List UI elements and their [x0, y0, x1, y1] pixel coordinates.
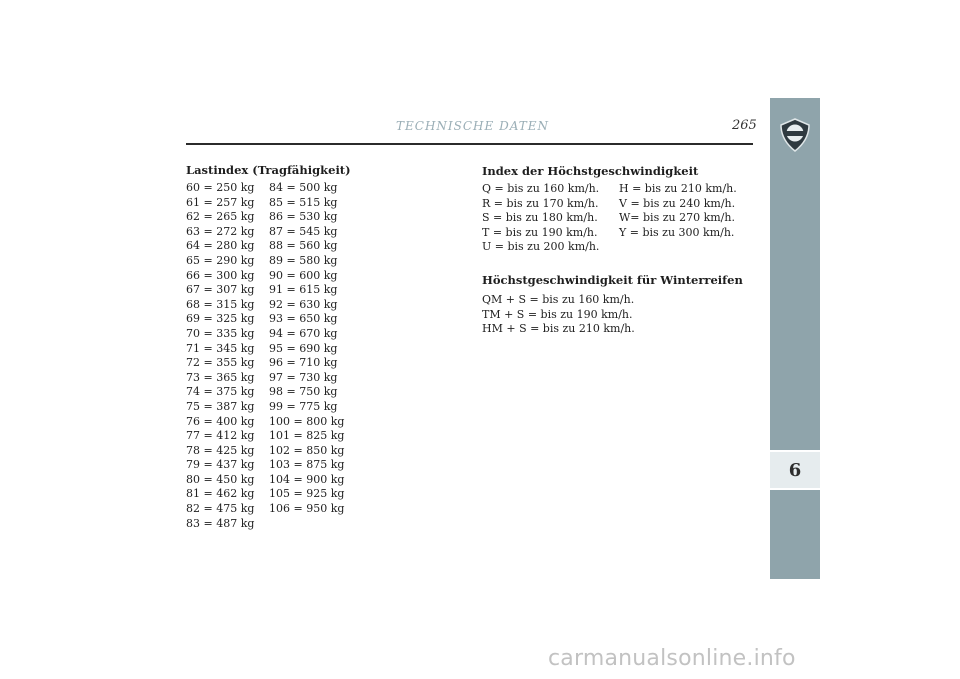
- load-index-entry: 75 = 387 kg: [186, 399, 255, 413]
- load-index-entry: 66 = 300 kg: [186, 268, 255, 282]
- winter-tyre-entry: QM + S = bis zu 160 km/h.: [482, 293, 635, 306]
- load-index-entry: 97 = 730 kg: [269, 370, 338, 384]
- load-index-entry: 96 = 710 kg: [269, 356, 338, 370]
- speed-index-entry: S = bis zu 180 km/h.: [482, 211, 598, 225]
- load-index-entry: 81 = 462 kg: [186, 487, 255, 501]
- speed-index-entry: T = bis zu 190 km/h.: [482, 225, 598, 239]
- load-index-entry: 103 = 875 kg: [269, 458, 345, 472]
- speed-index-entry: Q = bis zu 160 km/h.: [482, 182, 600, 195]
- load-index-entry: 63 = 272 kg: [186, 224, 255, 238]
- speed-index-entry: U = bis zu 200 km/h.: [482, 240, 600, 254]
- load-index-entry: 74 = 375 kg: [186, 385, 255, 399]
- load-index-entry: 95 = 690 kg: [269, 341, 338, 355]
- speed-index-heading: Index der Höchstgeschwindigkeit: [482, 164, 699, 178]
- load-index-entry: 68 = 315 kg: [186, 297, 255, 311]
- load-index-entry: 67 = 307 kg: [186, 283, 255, 297]
- speed-index-entry: W= bis zu 270 km/h.: [619, 211, 735, 225]
- load-index-entry: 86 = 530 kg: [269, 210, 338, 224]
- load-index-entry: 102 = 850 kg: [269, 443, 345, 457]
- load-index-entry: 72 = 355 kg: [186, 356, 255, 370]
- load-index-entry: 78 = 425 kg: [186, 443, 255, 457]
- load-index-heading: Lastindex (Tragfähigkeit): [186, 163, 351, 177]
- load-index-entry: 101 = 825 kg: [269, 429, 345, 443]
- load-index-entry: 61 = 257 kg: [186, 195, 255, 209]
- load-index-entry: 104 = 900 kg: [269, 472, 345, 486]
- load-index-entry: 65 = 290 kg: [186, 253, 255, 267]
- page-number: 265: [732, 118, 757, 133]
- speed-index-entry: R = bis zu 170 km/h.: [482, 196, 599, 210]
- header-rule: [186, 143, 753, 145]
- winter-tyres-list: [482, 293, 635, 337]
- speed-index-entry: Y = bis zu 300 km/h.: [619, 225, 735, 239]
- load-index-entry: 91 = 615 kg: [269, 283, 338, 297]
- load-index-entry: 80 = 450 kg: [186, 472, 255, 486]
- load-index-entry: 76 = 400 kg: [186, 414, 255, 428]
- chapter-number: 6: [770, 450, 820, 490]
- load-index-entry: 92 = 630 kg: [269, 297, 338, 311]
- load-index-entry: 106 = 950 kg: [269, 502, 345, 516]
- load-index-entry: 100 = 800 kg: [269, 414, 345, 428]
- load-index-entry: 71 = 345 kg: [186, 341, 255, 355]
- load-index-entry: 87 = 545 kg: [269, 224, 338, 238]
- load-index-column-2: [269, 181, 344, 517]
- speed-index-entry: H = bis zu 210 km/h.: [619, 182, 737, 195]
- speed-index-column-1: [482, 182, 599, 255]
- load-index-entry: 88 = 560 kg: [269, 239, 338, 253]
- load-index-entry: 79 = 437 kg: [186, 458, 255, 472]
- load-index-entry: 94 = 670 kg: [269, 326, 338, 340]
- load-index-entry: 70 = 335 kg: [186, 326, 255, 340]
- load-index-entry: 93 = 650 kg: [269, 312, 338, 326]
- load-index-entry: 98 = 750 kg: [269, 385, 338, 399]
- footer-watermark: carmanualsonline.info: [548, 646, 796, 671]
- load-index-entry: 69 = 325 kg: [186, 312, 255, 326]
- load-index-entry: 90 = 600 kg: [269, 268, 338, 282]
- speed-index-column-2: [619, 182, 737, 240]
- load-index-entry: 73 = 365 kg: [186, 370, 255, 384]
- winter-tyres-heading: Höchstgeschwindigkeit für Winterreifen: [482, 273, 743, 287]
- chapter-tab-strip: [770, 98, 820, 579]
- load-index-entry: 83 = 487 kg: [186, 516, 255, 530]
- load-index-entry: 62 = 265 kg: [186, 210, 255, 224]
- load-index-entry: 99 = 775 kg: [269, 399, 338, 413]
- lancia-logo-icon: [778, 118, 812, 152]
- winter-tyre-entry: HM + S = bis zu 210 km/h.: [482, 322, 635, 336]
- load-index-entry: 77 = 412 kg: [186, 429, 255, 443]
- load-index-entry: 89 = 580 kg: [269, 253, 338, 267]
- load-index-entry: 64 = 280 kg: [186, 239, 255, 253]
- load-index-column-1: [186, 181, 254, 531]
- running-header-title: TECHNISCHE DATEN: [396, 119, 549, 133]
- speed-index-entry: V = bis zu 240 km/h.: [619, 196, 736, 210]
- load-index-entry: 85 = 515 kg: [269, 195, 338, 209]
- load-index-entry: 105 = 925 kg: [269, 487, 345, 501]
- winter-tyre-entry: TM + S = bis zu 190 km/h.: [482, 307, 633, 321]
- load-index-entry: 84 = 500 kg: [269, 181, 338, 194]
- load-index-entry: 82 = 475 kg: [186, 502, 255, 516]
- load-index-entry: 60 = 250 kg: [186, 181, 255, 194]
